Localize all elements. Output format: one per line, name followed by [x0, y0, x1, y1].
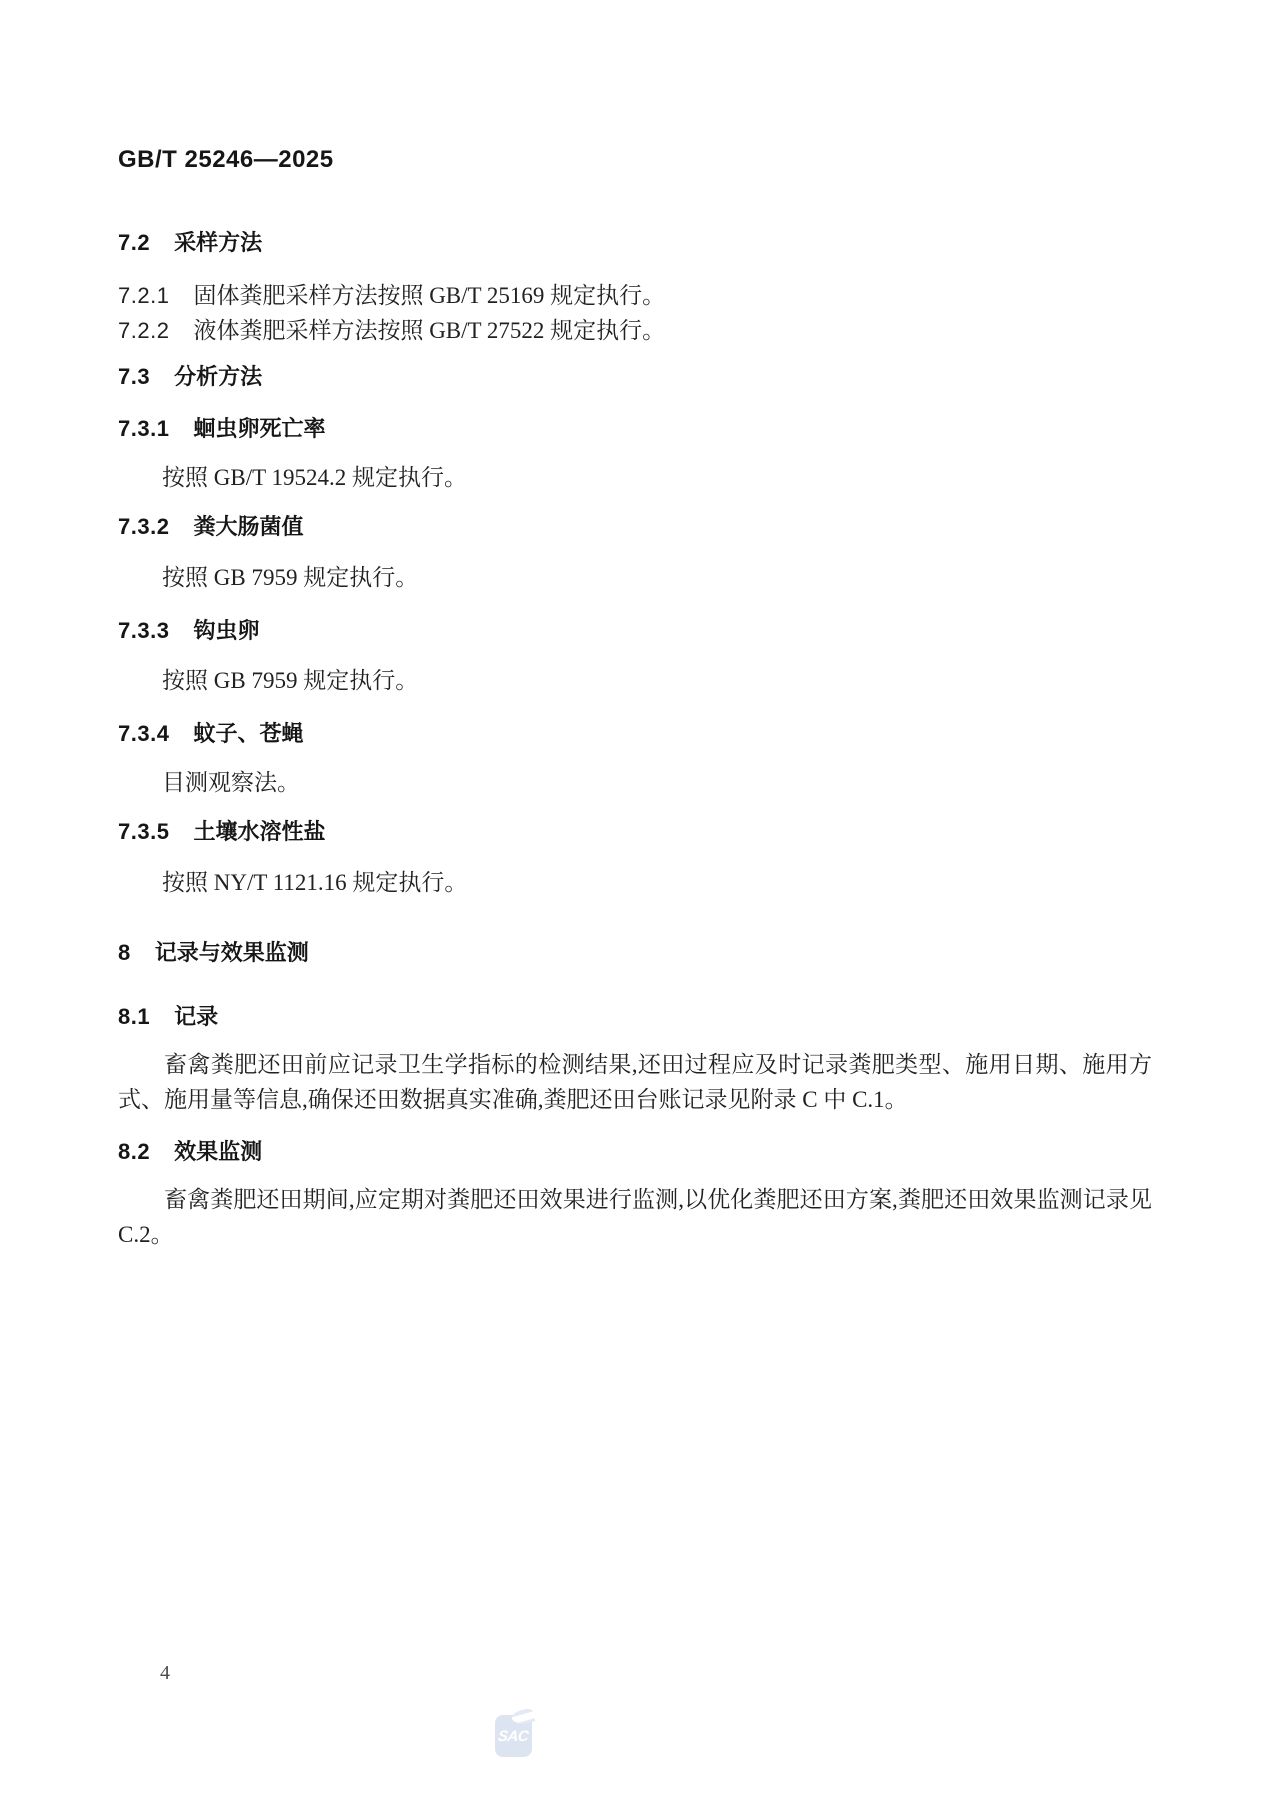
clause-number: 7.3.5 — [118, 819, 170, 844]
clause-title: 记录与效果监测 — [154, 940, 309, 965]
clause-7-2-2-text — [118, 312, 665, 345]
clause-number: 7.2 — [118, 230, 151, 255]
clause-8-1-heading — [118, 1000, 218, 1031]
clause-number: 8 — [118, 940, 131, 965]
clause-title: 采样方法 — [174, 230, 263, 255]
clause-title: 粪大肠菌值 — [193, 514, 304, 539]
clause-number: 7.2.2 — [118, 318, 170, 343]
sac-logo — [495, 1715, 532, 1757]
clause-text: 固体粪肥采样方法按照 GB/T 25169 规定执行。 — [193, 283, 666, 308]
clause-title: 效果监测 — [174, 1139, 263, 1164]
clause-number: 8.2 — [118, 1139, 151, 1164]
clause-number: 7.3.2 — [118, 514, 170, 539]
clause-title: 记录 — [174, 1004, 219, 1029]
clause-title: 蚊子、苍蝇 — [193, 721, 304, 746]
clause-7-3-heading — [118, 360, 262, 391]
clause-number: 7.3 — [118, 364, 151, 389]
clause-title: 蛔虫卵死亡率 — [193, 416, 326, 441]
clause-number: 7.3.1 — [118, 416, 170, 441]
clause-8-2-heading — [118, 1135, 262, 1166]
clause-title: 分析方法 — [174, 364, 263, 389]
clause-7-3-1-heading — [118, 412, 325, 443]
clause-7-3-1-text: 按照 GB/T 19524.2 规定执行。 — [162, 465, 467, 490]
clause-8-2-paragraph: 畜禽粪肥还田期间,应定期对粪肥还田效果进行监测,以优化粪肥还田方案,粪肥还田效果监测记录见 C.2。 — [118, 1187, 1152, 1247]
clause-7-2-heading — [118, 226, 262, 257]
clause-number: 8.1 — [118, 1004, 151, 1029]
clause-8-heading — [118, 936, 309, 967]
clause-number: 7.2.1 — [118, 283, 170, 308]
clause-7-2-1-text — [118, 277, 665, 310]
clause-title: 土壤水溶性盐 — [193, 819, 326, 844]
clause-7-3-5-text: 按照 NY/T 1121.16 规定执行。 — [162, 870, 468, 895]
clause-8-1-paragraph: 畜禽粪肥还田前应记录卫生学指标的检测结果,还田过程应及时记录粪肥类型、施用日期、施用方式、施用量等信息,确保还田数据真实准确,粪肥还田台账记录见附录 C 中 C.1。 — [118, 1052, 1152, 1112]
clause-7-3-4-heading — [118, 717, 303, 748]
clause-7-3-5-heading — [118, 815, 325, 846]
clause-text: 液体粪肥采样方法按照 GB/T 27522 规定执行。 — [193, 318, 666, 343]
clause-7-3-2-text: 按照 GB 7959 规定执行。 — [162, 565, 419, 590]
standard-number: GB/T 25246—2025 — [118, 146, 334, 173]
clause-7-3-2-heading — [118, 510, 303, 541]
clause-number: 7.3.4 — [118, 721, 170, 746]
clause-7-3-3-text: 按照 GB 7959 规定执行。 — [162, 668, 419, 693]
clause-title: 钩虫卵 — [193, 618, 260, 643]
clause-number: 7.3.3 — [118, 618, 170, 643]
clause-7-3-4-text: 目测观察法。 — [162, 770, 300, 795]
page-number: 4 — [160, 1662, 170, 1684]
sac-logo-text: SAC — [497, 1727, 530, 1745]
clause-7-3-3-heading — [118, 614, 259, 645]
